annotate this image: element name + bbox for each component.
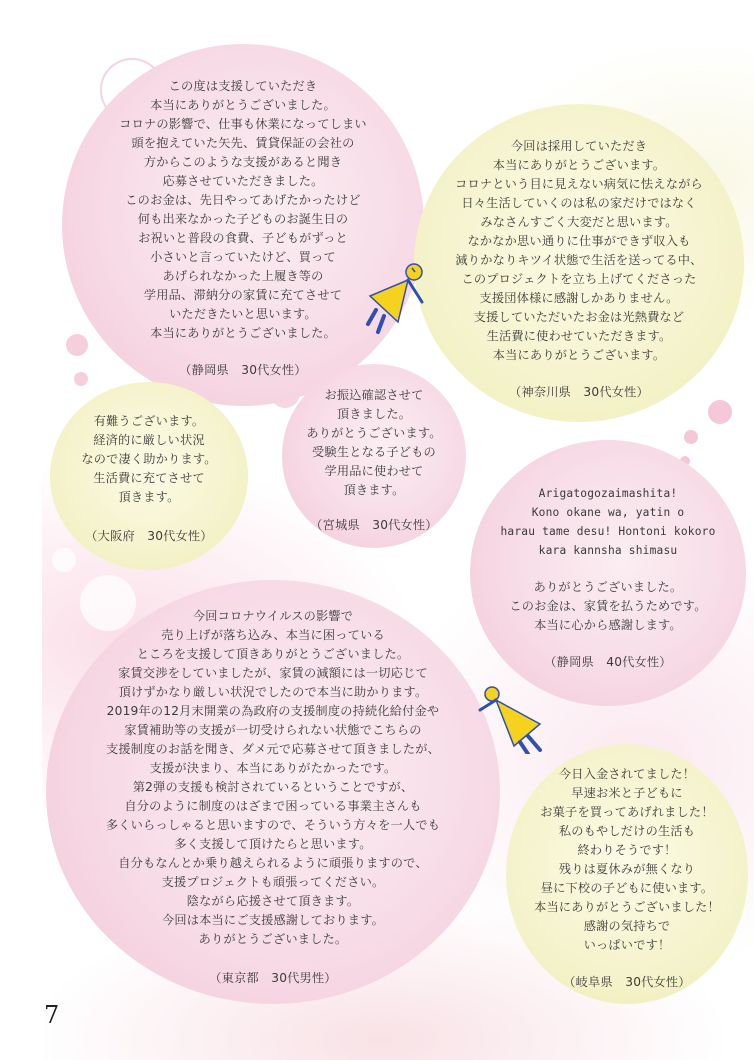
author-signature: （神奈川県 30代女性） xyxy=(509,384,649,399)
message-romaji-text: Arigatogozaimashita! Kono okane wa, yatin o harau tame desu! Hontoni kokoro kara kannsha shimasu xyxy=(500,487,716,557)
message-text: 今回コロナウイルスの影響で 売り上げが落ち込み、本当に困っている ところを支援して頂きありがとうございました。 家賃交渉をしていましたが、家賃の減額には一切応じて 頂けずかなり厳しい状況でしたので本当に助かります。 2019年の12月末開業の為政府の支援制度の持続化給付金や 家賃補助等の支援が一切受けられない状態でこちらの 支援制度のお話を聞き、ダメ元で応募させて頂きましたが、 支援が決まり、本当にありがたかったです。 第2弾の支援も検討されているということですが、 自分のように制度のはざまで困っている事業主さんも 多くいらっしゃると思いますので、そういう方々を一人でも 多く支援して頂けたらと思います。 自分もなんとか乗り越えられるように頑張りますので、 支援プロジェクトも頑張ってください。 陰ながら応援させて頂きます。 今回は本当にご支援感謝しております。 ありがとうございました。 xyxy=(105,608,441,946)
message-text: お振込確認させて 頂きました。 ありがとうございます。 受験生となる子どもの 学用品に使わせて 頂きます。 xyxy=(306,387,442,497)
author-signature: （静岡県 40代女性） xyxy=(544,655,672,669)
page-number: 7 xyxy=(44,1001,60,1029)
message-bubble-osaka-30s-woman xyxy=(50,382,248,570)
author-signature: （岐阜県 30代女性） xyxy=(563,974,691,989)
message-bubble-kanagawa-30s-woman xyxy=(414,104,744,422)
message-bubble-gifu-30s-woman xyxy=(506,744,748,1004)
author-signature: （静岡県 30代女性） xyxy=(179,362,307,377)
cartoon-figure-icon xyxy=(362,258,434,338)
decor-dot xyxy=(708,400,732,424)
left-margin xyxy=(0,0,42,1060)
message-bubble-tokyo-30s-man xyxy=(46,580,500,1004)
message-bubble-shizuoka-40s-woman xyxy=(470,440,746,706)
message-text: ありがとうございました。 このお金は、家賃を払うためです。 本当に心から感謝します。 xyxy=(509,580,707,632)
author-signature: （宮城県 30代女性） xyxy=(310,517,438,532)
decor-dot xyxy=(66,334,88,356)
message-text: 今日入金されてました！ 早速お米と子どもに お菓子を買ってあげれました！ 私のもやしだけの生活も 終わりそうです！ 残りは夏休みが無くなり 昼に下校の子どもに使います。 本当にありがとうございました！ 感謝の気持ちで いっぱいです！ xyxy=(534,766,720,952)
message-bubble-shizuoka-30s-woman xyxy=(62,44,424,406)
message-bubble-miyagi-30s-woman xyxy=(282,364,466,548)
cartoon-figure-icon xyxy=(470,684,550,754)
decor-dot xyxy=(74,372,88,386)
author-signature: （大阪府 30代女性） xyxy=(85,529,213,543)
decor-dot xyxy=(52,548,76,572)
author-signature: （東京都 30代男性） xyxy=(209,970,337,985)
message-text: 有難うございます。 経済的に厳しい状況 なので凄く助かります。 生活費に充てさせて 頂きます。 xyxy=(81,414,217,504)
message-text: この度は支援していただき 本当にありがとうございました。 コロナの影響で、仕事も休業になってしまい 頭を抱えていた矢先、賃貸保証の会社の 方からこのような支援があると聞き 応募させていただきました。 このお金は、先日やってあげたかったけど 何も出来なかった子どものお誕生日の お祝いと普段の食費、子どもがずっと 小さいと言っていたけど、買って あげられなかった上履き等の 学用品、滞納分の家賃に充てさせて いただきたいと思います。 本当にありがとうございました。 xyxy=(119,78,367,340)
decor-dot xyxy=(684,430,698,444)
message-text: 今回は採用していただき 本当にありがとうございます。 コロナという目に見えない病気に怯えながら 日々生活していくのは私の家だけではなく みなさんすごく大変だと思います。 なかなか思い通りに仕事ができず収入も 減りかなりキツイ状態で生活を送ってる中、 このプロジェクトを立ち上げてくださった 支援団体様に感謝しかありません。 支援していただいたお金は光熱費など 生活費に使わせていただきます。 本当にありがとうございます。 xyxy=(455,138,703,362)
